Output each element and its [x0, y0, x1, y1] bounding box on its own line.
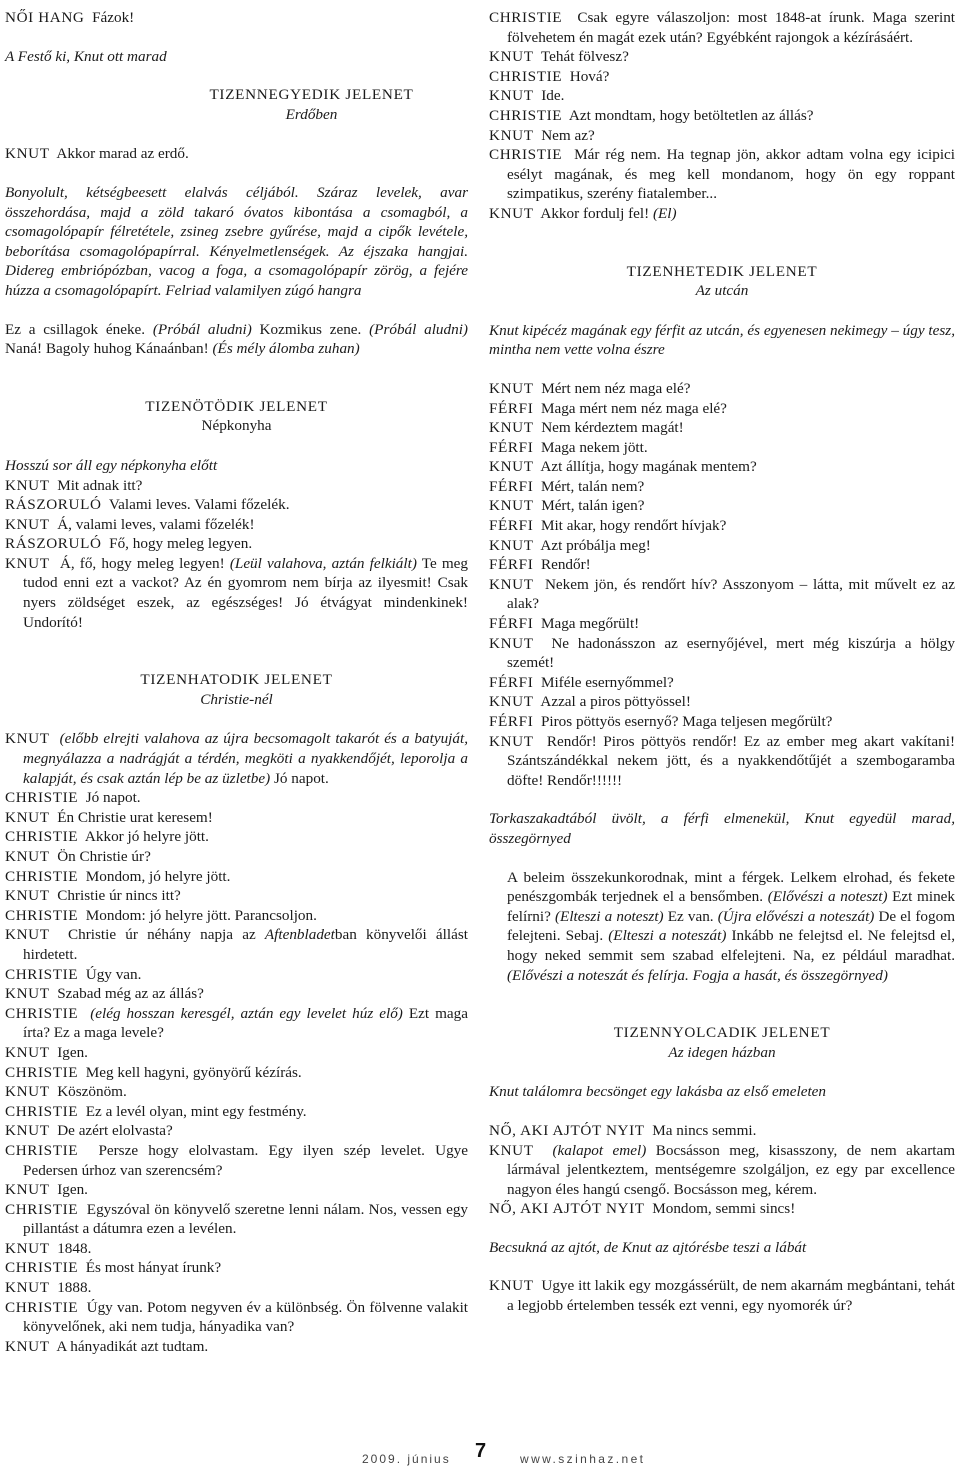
line — [5, 1043, 468, 1063]
speaker: CHRISTIE — [489, 9, 563, 26]
speaker: CHRISTIE — [5, 828, 79, 846]
speaker: KNUT — [5, 1122, 50, 1140]
scene-heading: TIZENNEGYEDIK JELENET Erdőben — [209, 86, 414, 123]
speaker: CHRISTIE — [5, 1102, 79, 1120]
speaker: KNUT — [5, 1337, 50, 1355]
speaker: FÉRFI — [489, 477, 534, 495]
speech: Ide. — [541, 87, 565, 105]
speech: Egyszóval ön könyvelő szeretne lenni nálam. Nos, vessen egy pillantást a dátumra ezen a levélen. — [23, 1200, 469, 1238]
speaker: KNUT — [5, 985, 50, 1003]
speech: Rendőr! Piros pöttyös rendőr! Ez az ember meg akart vakítani! Szántszándékkal nekem jött, és a nyakkendőtűjét a szembogaramba döfte! Rendőr!!!!!! — [507, 732, 956, 789]
speech: Azzal a piros pöttyössel! — [540, 693, 691, 711]
speech: Piros pöttyös esernyő? Maga teljesen megőrült? — [540, 713, 833, 730]
line — [489, 67, 955, 87]
speaker: FÉRFI — [489, 556, 534, 574]
line — [489, 438, 955, 458]
line — [5, 847, 468, 867]
line — [5, 886, 468, 906]
line — [489, 8, 955, 47]
speech: Christie úr nincs itt? — [57, 887, 181, 905]
speaker: KNUT — [5, 1083, 50, 1101]
line — [5, 1337, 468, 1357]
stage-direction: Becsukná az ajtót, de Knut az ajtórésbe teszi a lábát — [489, 1238, 807, 1256]
speech: Ön Christie úr? — [57, 848, 151, 865]
line — [5, 1298, 468, 1337]
line — [489, 673, 955, 693]
line — [489, 86, 955, 106]
speech: Már rég nem. Ha tegnap jön, akkor adtam volna egy icipici esélyt magának, és meg kell mondanom, hogy ön egy roppant szimpatikus, szerény fiatalember... — [507, 146, 955, 203]
speaker: FÉRFI — [489, 615, 534, 633]
line — [5, 1121, 468, 1141]
speech: Tehát fölvesz? — [540, 48, 629, 66]
line — [5, 1063, 468, 1083]
stage-direction: Knut kipécéz magának egy férfit az utcán, és egyenesen nekimegy – úgy tesz, mintha nem vette volna észre — [489, 321, 955, 359]
speaker: CHRISTIE — [489, 67, 563, 85]
dialogue-block — [5, 965, 468, 1004]
line: KNUT Akkor marad az erdő. — [5, 145, 189, 163]
speech: Azt mondtam, hogy betöltetlen az állás? — [568, 106, 814, 124]
stage-direction: Bonyolult, kétségbeesett elalvás céljából. Száraz levelek, avar összehordása, majd a zöld takaró óvatos kibontása a csomagból, a csomagolópapír félretétele, zsineg zsebre gyűrése, majd a cipők levétele, beborítása csomagolópapírral. Kényelmetlenségek. Az éjszaka hangjai. Didereg embriópózban, vacog a foga, a csomagolópapír zörög, a fejére húzza a csomagolópapírt. Felriad valamilyen zúgó hangra — [5, 183, 468, 299]
speaker: CHRISTIE — [5, 867, 79, 885]
speech: Mért, talán igen? — [541, 497, 645, 515]
right-column — [489, 8, 955, 1316]
line: KNUT Akkor fordulj fel! (El) — [489, 204, 677, 222]
speaker: FÉRFI — [489, 438, 534, 456]
speech: Nem kérdeztem magát! — [541, 419, 684, 437]
line — [489, 418, 955, 438]
line: KNUT Christie úr néhány napja az Aftenbladetban könyvelői állást hirdetett. — [5, 926, 468, 963]
speaker: KNUT — [489, 575, 534, 593]
line — [5, 906, 468, 926]
dialogue-block — [5, 788, 468, 925]
speaker: KNUT — [489, 126, 534, 144]
line — [489, 516, 955, 536]
scene-heading: TIZENNYOLCADIK JELENET Az idegen házban — [613, 1024, 831, 1061]
speech: De azért elolvasta? — [57, 1122, 173, 1140]
speech: Mért nem néz maga elé? — [541, 379, 691, 397]
speaker: CHRISTIE — [5, 789, 79, 807]
line — [489, 634, 955, 673]
monologue: A beleim összekunkorodnak, mint a férgek. Lelkem elrohad, és fekete penészgombák terjednek el a bensőmben. (Elővészi a noteszt) Ezt minek felírni? (Elteszi a noteszt) Ez van. (Újra elővészi a noteszát) De el fogom felejteni. Sebaj. (Elteszi a noteszát) Inkább ne felejtsd el. Ne felejtsd el, hogy neked semmit sem szabad elfelejteni. Na, ez például maradhat. (Elővészi a noteszát és felírja. Fogja a hasát, és összegörnyed) — [507, 868, 956, 984]
line — [5, 808, 468, 828]
line — [5, 1180, 468, 1200]
line — [5, 1200, 468, 1239]
line — [489, 555, 955, 575]
speaker: FÉRFI — [489, 517, 534, 535]
line — [489, 477, 955, 497]
speaker: KNUT — [489, 458, 534, 476]
line — [5, 1278, 468, 1298]
line: NŐ, AKI AJTÓT NYIT Mondom, semmi sincs! — [489, 1200, 796, 1218]
speaker: KNUT — [5, 808, 50, 826]
line: CHRISTIE (elég hosszan keresgél, aztán egy levelet húz elő) Ezt maga írta? Ez a maga levele? — [5, 1004, 469, 1042]
line — [489, 712, 955, 732]
line — [489, 575, 955, 614]
speech: Akkor jó helyre jött. — [84, 828, 209, 846]
speech: Miféle esernyőmmel? — [540, 673, 674, 691]
speaker: CHRISTIE — [489, 106, 563, 124]
line — [489, 496, 955, 516]
line — [489, 457, 955, 477]
page-number: 7 — [475, 1440, 487, 1462]
line: KNUT Ugye itt lakik egy mozgássérült, de nem akarnám megbántani, tehát a legjobb értelemben tessék ezt venni, egy nyomorék úr? — [489, 1277, 955, 1315]
speech: Persze hogy elolvastam. Egy ilyen szép levelet. Ugye Pedersen úrhoz van szerencsém? — [23, 1141, 468, 1179]
line — [489, 106, 955, 126]
speaker: CHRISTIE — [5, 1298, 79, 1316]
scene-heading: TIZENHETEDIK JELENET Az utcán — [626, 262, 818, 300]
speaker: KNUT — [5, 1239, 50, 1257]
line — [5, 965, 468, 985]
speech: Meg kell hagyni, gyönyörű kézírás. — [85, 1063, 302, 1081]
speech: Hová? — [569, 67, 610, 85]
line: KNUT Á, fő, hogy meleg legyen! (Leül valahova, aztán felkiált) Te meg tudod enni ezt a vackot? Az én gyomrom nem bírja az ilyesmit! Csak nyers zöldséget eszek, az egészséges! Jó étvágyat mindenkinek! Undorító! — [5, 554, 469, 631]
scene-heading: TIZENÖTÖDIK JELENET Népkonyha — [145, 397, 328, 435]
speaker: KNUT — [489, 87, 534, 105]
speech: Azt állítja, hogy magának mentem? — [540, 458, 757, 476]
line: KNUT Mit adnak itt? — [5, 476, 143, 494]
line: KNUT (kalapot emel) Bocsásson meg, kisasszony, de nem akartam lármával jelentkeztem, mentségemre szolgáljon, ez egy par excellence nagyon éles hangú csengő. Bocsásson meg, kérem. — [489, 1141, 956, 1198]
speech: A hányadikát azt tudtam. — [56, 1337, 209, 1355]
speaker: FÉRFI — [489, 713, 534, 730]
line — [489, 47, 955, 67]
speaker: FÉRFI — [489, 399, 534, 417]
line: Ez a csillagok éneke. (Próbál aludni) Kozmikus zene. (Próbál aludni) Naná! Bagoly huhog Kánaánban! (És mély álomba zuhan) — [5, 320, 468, 358]
line — [489, 379, 955, 399]
speech: Mondom, jó helyre jött. — [85, 867, 231, 885]
speaker: KNUT — [489, 634, 534, 652]
speaker: KNUT — [5, 887, 50, 905]
line — [5, 827, 468, 847]
speaker: CHRISTIE — [5, 1259, 79, 1277]
speech: Azt próbálja meg! — [540, 536, 651, 554]
speech: Mondom: jó helyre jött. Parancsoljon. — [85, 906, 317, 924]
speech: Ne hadonásszon az esernyőjével, mert még kiszúrja a hölgy szemét! — [507, 634, 955, 672]
speech: Rendőr! — [540, 556, 591, 574]
speech: Nekem jön, és rendőrt hív? Asszonyom – látta, mit művelt ez az alak? — [507, 575, 956, 613]
speaker: KNUT — [489, 732, 534, 750]
issue-date: 2009. június — [362, 1452, 451, 1466]
speaker: KNUT — [5, 1043, 50, 1061]
speech: Csak egyre válaszoljon: most 1848-at írunk. Maga szerint fölvehetem én magát ezek után? Egyébként rajongok a kézírásáért. — [507, 9, 956, 46]
left-column — [5, 8, 468, 1356]
speaker: KNUT — [489, 497, 534, 515]
dialogue-block — [5, 1043, 468, 1357]
speech: Jó napot. — [85, 789, 141, 807]
speech: Ez a levél olyan, mint egy festmény. — [85, 1102, 307, 1120]
line — [5, 1258, 468, 1278]
speaker: CHRISTIE — [5, 1063, 79, 1081]
speaker: CHRISTIE — [5, 1141, 79, 1159]
stage-direction: Torkaszakadtából üvölt, a férfi elmenekül, Knut egyedül marad, összegörnyed — [489, 810, 955, 847]
speech: Én Christie urat keresem! — [57, 808, 213, 826]
website-link[interactable]: www.szinhaz.net — [520, 1452, 646, 1466]
line — [489, 145, 955, 204]
line — [489, 732, 955, 791]
line — [5, 1082, 468, 1102]
scene-heading: TIZENHATODIK JELENET Christie-nél — [140, 671, 333, 708]
line — [5, 1102, 468, 1122]
speaker: KNUT — [5, 1181, 50, 1199]
speaker: CHRISTIE — [5, 906, 79, 924]
speech: 1888. — [57, 1279, 92, 1297]
line — [489, 692, 955, 712]
speech: 1848. — [57, 1239, 92, 1257]
speech: És most hányat írunk? — [85, 1259, 222, 1277]
speech: Maga nekem jött. — [540, 438, 648, 456]
speech: Mit akar, hogy rendőrt hívjak? — [540, 517, 727, 535]
line — [489, 536, 955, 556]
line — [5, 1239, 468, 1259]
speech: Igen. — [57, 1181, 88, 1199]
line — [489, 614, 955, 634]
speaker: CHRISTIE — [5, 965, 79, 983]
stage-direction: A Festő ki, Knut ott marad — [5, 47, 167, 65]
speaker: KNUT — [489, 419, 534, 437]
line — [5, 867, 468, 887]
speech: Nem az? — [541, 126, 595, 144]
speech: Maga megőrült! — [540, 615, 640, 633]
speaker: KNUT — [5, 1279, 50, 1297]
speech: Maga mért nem néz maga elé? — [540, 399, 727, 417]
speaker: FÉRFI — [489, 673, 534, 691]
speaker: CHRISTIE — [489, 146, 563, 164]
line: NŐ, AKI AJTÓT NYIT Ma nincs semmi. — [489, 1121, 757, 1139]
line — [5, 788, 468, 808]
dialogue-block — [489, 379, 955, 790]
stage-direction: Hosszú sor áll egy népkonyha előtt — [5, 456, 218, 474]
line — [489, 126, 955, 146]
dialogue-block — [489, 8, 955, 204]
speaker: KNUT — [5, 848, 50, 865]
line — [5, 1141, 468, 1180]
speech: Úgy van. — [85, 965, 142, 983]
speech: Köszönöm. — [57, 1083, 127, 1101]
speech: Szabad még az az állás? — [57, 985, 204, 1003]
speaker: KNUT — [489, 379, 534, 397]
speech: Úgy van. Potom negyven év a különbség. Ön fölvenne valakit könyvelőnek, aki nem tudja, hányadika van? — [23, 1298, 469, 1336]
speaker: KNUT — [489, 693, 534, 711]
speaker: KNUT — [489, 48, 534, 66]
line: RÁSZORULÓ Valami leves. Valami főzelék. — [5, 496, 290, 514]
line — [5, 984, 468, 1004]
speaker: KNUT — [489, 536, 534, 554]
line — [489, 399, 955, 419]
line: NŐI HANG Fázok! — [5, 9, 135, 26]
speech: Mért, talán nem? — [540, 477, 645, 495]
speech: Igen. — [57, 1043, 88, 1061]
line: RÁSZORULÓ Fő, hogy meleg legyen. — [5, 535, 253, 553]
line: KNUT (előbb elrejti valahova az újra becsomagolt takarót és a batyuját, megnyálazza a nadrágját a térdén, megköti a nyakkendőjét, leporolja a kalapját, és csak aztán lép be az üzletbe) Jó napot. — [5, 730, 468, 787]
line: KNUT Á, valami leves, valami főzelék! — [5, 515, 255, 533]
stage-direction: Knut találomra becsönget egy lakásba az első emeleten — [489, 1083, 827, 1101]
speaker: CHRISTIE — [5, 1200, 79, 1218]
